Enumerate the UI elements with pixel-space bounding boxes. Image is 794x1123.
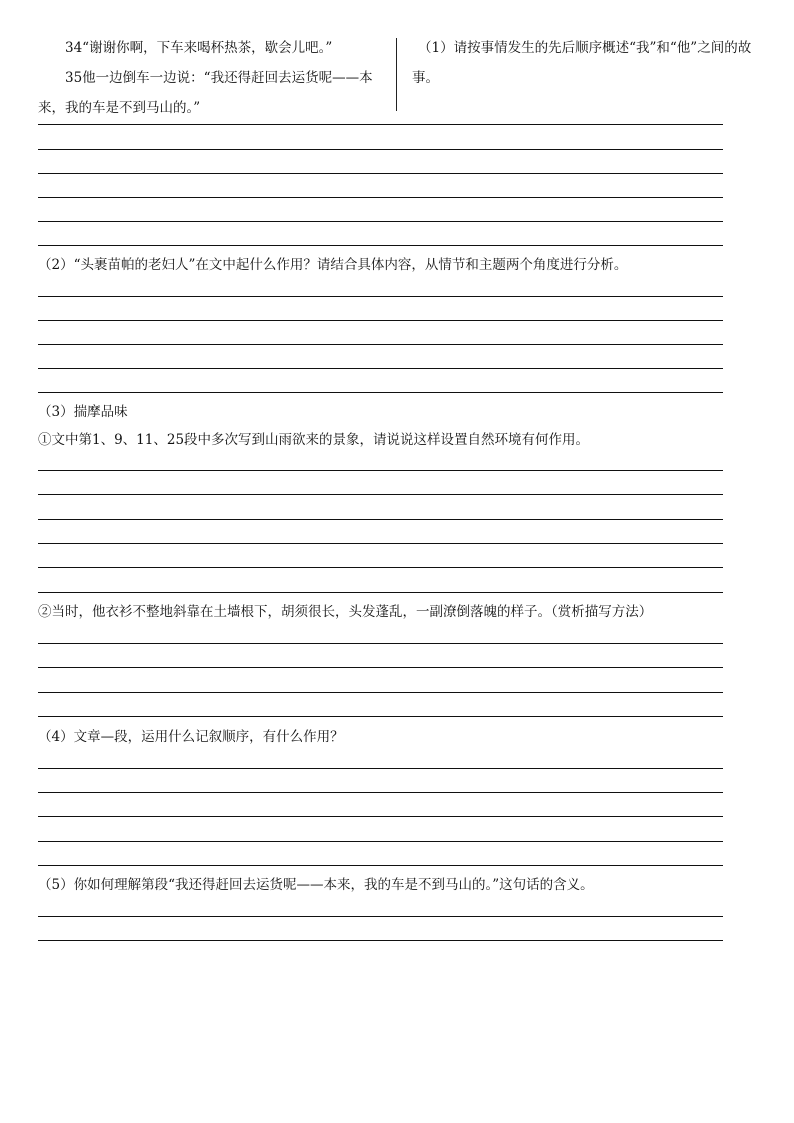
answer-line[interactable] (38, 592, 723, 593)
answer-line[interactable] (38, 716, 723, 717)
column-divider (396, 38, 397, 111)
answer-line[interactable] (38, 124, 723, 125)
answer-line[interactable] (38, 368, 723, 369)
question-3-1: ①文中第1、9、11、25段中多次写到山雨欲来的景象，请说说这样设置自然环境有何作用。 (38, 432, 590, 448)
answer-line[interactable] (38, 245, 723, 246)
question-3-2: ②当时，他衣衫不整地斜靠在土墙根下，胡须很长，头发蓬乱，一副潦倒落魄的样子。（赏析描写方法） (38, 604, 653, 620)
question-3-title: （3）揣摩品味 (38, 404, 128, 420)
answer-line[interactable] (38, 221, 723, 222)
answer-line[interactable] (38, 296, 723, 297)
answer-line[interactable] (38, 470, 723, 471)
passage-excerpt (38, 33, 388, 123)
answer-line[interactable] (38, 692, 723, 693)
answer-line[interactable] (38, 149, 723, 150)
question-4: （4）文章—段，运用什么记叙顺序，有什么作用？ (38, 729, 344, 745)
answer-line[interactable] (38, 643, 723, 644)
answer-line[interactable] (38, 519, 723, 520)
answer-line[interactable] (38, 494, 723, 495)
question-1: （1）请按事情发生的先后顺序概述“我”和“他”之间的故事。 (412, 40, 752, 86)
answer-line[interactable] (38, 543, 723, 544)
answer-line[interactable] (38, 344, 723, 345)
answer-line[interactable] (38, 392, 723, 393)
answer-line[interactable] (38, 667, 723, 668)
question-2: （2）“头裹苗帕的老妇人”在文中起什么作用？请结合具体内容，从情节和主题两个角度进行分析。 (38, 257, 628, 273)
passage-para-34: 34“谢谢你啊，下车来喝杯热茶，歇会儿吧。” (65, 40, 333, 56)
question-5: （5）你如何理解第段“我还得赶回去运货呢——本来，我的车是不到马山的。”这句话的含义。 (38, 877, 594, 893)
answer-line[interactable] (38, 792, 723, 793)
answer-line[interactable] (38, 940, 723, 941)
passage-para-35: 35他一边倒车一边说：“我还得赶回去运货呢——本来，我的车是不到马山的。” (38, 70, 373, 116)
answer-line[interactable] (38, 916, 723, 917)
answer-line[interactable] (38, 865, 723, 866)
answer-line[interactable] (38, 816, 723, 817)
answer-line[interactable] (38, 173, 723, 174)
answer-line[interactable] (38, 197, 723, 198)
answer-line[interactable] (38, 567, 723, 568)
answer-line[interactable] (38, 841, 723, 842)
answer-line[interactable] (38, 320, 723, 321)
answer-line[interactable] (38, 768, 723, 769)
